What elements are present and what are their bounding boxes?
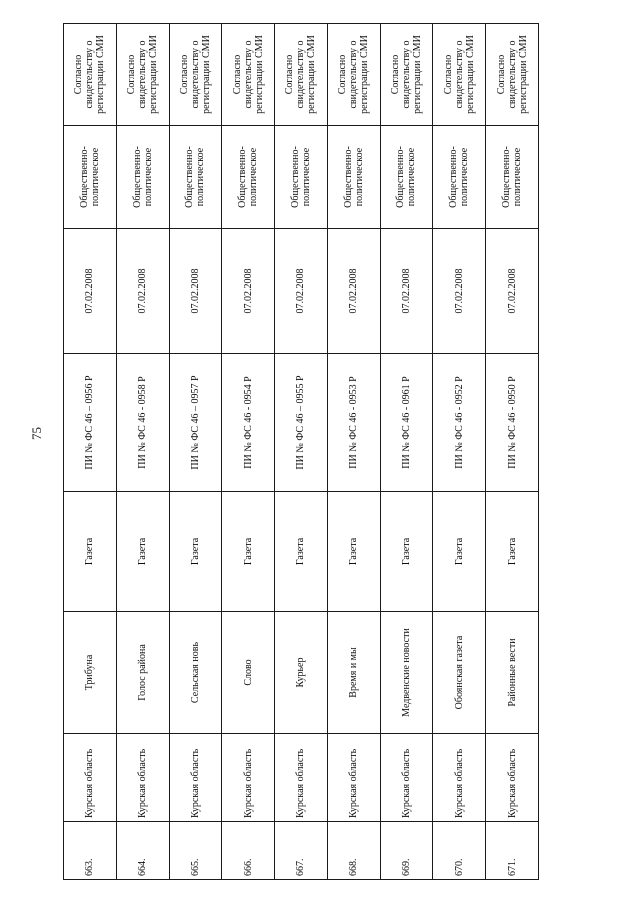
basis-cell: Согласно свидетельству о регистрации СМИ — [327, 24, 380, 126]
publication-title-cell: Обоянская газета — [433, 612, 486, 734]
region-cell: Курская область — [327, 734, 380, 822]
region-cell: Курская область — [275, 734, 328, 822]
publication-title-cell: Сельская новь — [169, 612, 222, 734]
region-cell: Курская область — [433, 734, 486, 822]
basis-cell: Согласно свидетельству о регистрации СМИ — [433, 24, 486, 126]
row-number: 670. — [433, 822, 486, 880]
registration-number-cell: ПИ № ФС 46 - 0954 Р — [222, 354, 275, 492]
region-cell: Курская область — [64, 734, 117, 822]
registration-number-cell: ПИ № ФС 46 - 0953 Р — [327, 354, 380, 492]
row-number: 669. — [380, 822, 433, 880]
basis-cell: Согласно свидетельству о регистрации СМИ — [380, 24, 433, 126]
topic-cell: Общественно-политическое — [380, 126, 433, 229]
registration-date-cell: 07.02.2008 — [64, 229, 117, 354]
row-number: 663. — [64, 822, 117, 880]
publication-title-cell: Медвенские новости — [380, 612, 433, 734]
topic-cell: Общественно-политическое — [327, 126, 380, 229]
table-row — [222, 24, 275, 880]
basis-cell: Согласно свидетельству о регистрации СМИ — [169, 24, 222, 126]
media-type-cell: Газета — [380, 492, 433, 612]
basis-cell: Согласно свидетельству о регистрации СМИ — [64, 24, 117, 126]
registration-number-cell: ПИ № ФС 46 – 0956 Р — [64, 354, 117, 492]
page-number: 75 — [29, 427, 44, 440]
media-type-cell: Газета — [169, 492, 222, 612]
table-row — [433, 24, 486, 880]
media-registry-table — [63, 23, 539, 880]
table-body — [64, 24, 539, 880]
topic-cell: Общественно-политическое — [169, 126, 222, 229]
publication-title-cell: Голос района — [116, 612, 169, 734]
registration-date-cell: 07.02.2008 — [222, 229, 275, 354]
row-number: 665. — [169, 822, 222, 880]
topic-cell: Общественно-политическое — [64, 126, 117, 229]
region-cell: Курская область — [486, 734, 539, 822]
table-row — [116, 24, 169, 880]
registration-date-cell: 07.02.2008 — [275, 229, 328, 354]
row-number: 668. — [327, 822, 380, 880]
table-row — [64, 24, 117, 880]
basis-cell: Согласно свидетельству о регистрации СМИ — [116, 24, 169, 126]
table-row — [486, 24, 539, 880]
media-type-cell: Газета — [64, 492, 117, 612]
media-type-cell: Газета — [433, 492, 486, 612]
registration-number-cell: ПИ № ФС 46 - 0958 Р — [116, 354, 169, 492]
registration-date-cell: 07.02.2008 — [380, 229, 433, 354]
topic-cell: Общественно-политическое — [222, 126, 275, 229]
media-type-cell: Газета — [327, 492, 380, 612]
topic-cell: Общественно-политическое — [433, 126, 486, 229]
basis-cell: Согласно свидетельству о регистрации СМИ — [222, 24, 275, 126]
table-row — [275, 24, 328, 880]
topic-cell: Общественно-политическое — [486, 126, 539, 229]
media-type-cell: Газета — [486, 492, 539, 612]
row-number: 666. — [222, 822, 275, 880]
registration-number-cell: ПИ № ФС 46 - 0961 Р — [380, 354, 433, 492]
basis-cell: Согласно свидетельству о регистрации СМИ — [275, 24, 328, 126]
registration-number-cell: ПИ № ФС 46 - 0950 Р — [486, 354, 539, 492]
table-row — [327, 24, 380, 880]
publication-title-cell: Время и мы — [327, 612, 380, 734]
table-row — [380, 24, 433, 880]
region-cell: Курская область — [116, 734, 169, 822]
registry-table-container — [63, 24, 538, 880]
media-type-cell: Газета — [116, 492, 169, 612]
registration-number-cell: ПИ № ФС 46 - 0952 Р — [433, 354, 486, 492]
registration-date-cell: 07.02.2008 — [169, 229, 222, 354]
region-cell: Курская область — [169, 734, 222, 822]
media-type-cell: Газета — [275, 492, 328, 612]
media-type-cell: Газета — [222, 492, 275, 612]
registration-date-cell: 07.02.2008 — [116, 229, 169, 354]
row-number: 671. — [486, 822, 539, 880]
region-cell: Курская область — [380, 734, 433, 822]
registration-number-cell: ПИ № ФС 46 – 0955 Р — [275, 354, 328, 492]
registration-date-cell: 07.02.2008 — [433, 229, 486, 354]
region-cell: Курская область — [222, 734, 275, 822]
basis-cell: Согласно свидетельству о регистрации СМИ — [486, 24, 539, 126]
publication-title-cell: Районные вести — [486, 612, 539, 734]
topic-cell: Общественно-политическое — [275, 126, 328, 229]
publication-title-cell: Курьер — [275, 612, 328, 734]
table-row — [169, 24, 222, 880]
registration-number-cell: ПИ № ФС 46 – 0957 Р — [169, 354, 222, 492]
registration-date-cell: 07.02.2008 — [486, 229, 539, 354]
publication-title-cell: Трибуна — [64, 612, 117, 734]
row-number: 664. — [116, 822, 169, 880]
registration-date-cell: 07.02.2008 — [327, 229, 380, 354]
publication-title-cell: Слово — [222, 612, 275, 734]
row-number: 667. — [275, 822, 328, 880]
topic-cell: Общественно-политическое — [116, 126, 169, 229]
